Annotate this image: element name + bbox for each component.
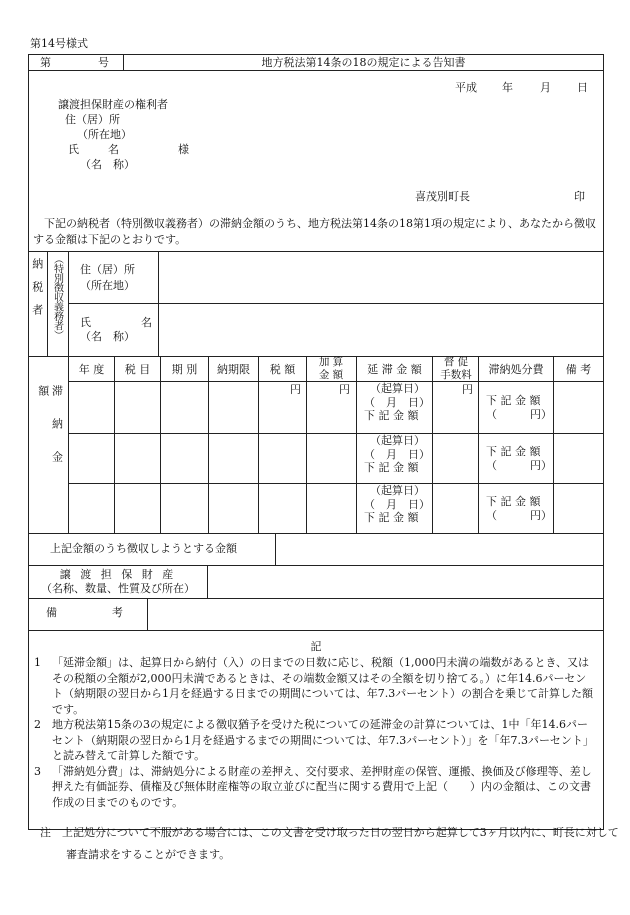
yen-fee: 円 xyxy=(462,383,473,396)
doc-number: 第 号 xyxy=(40,56,109,69)
notes-list xyxy=(34,655,596,810)
frame-left xyxy=(28,54,29,829)
taxpayer-address-label: 住（居）所 xyxy=(80,263,135,276)
footer-note: 注 上記処分について不服がある場合には、この文書を受け取った日の翌日から起算して3ヶ月以内に、町長に対して審査請求をすることができます。 xyxy=(40,826,619,861)
header-tax-item: 税 目 xyxy=(124,363,151,376)
addressee-title: 譲渡担保財産の権利者 xyxy=(58,98,168,111)
notes-heading: 記 xyxy=(310,640,322,653)
addressee-name-label: 氏 名 xyxy=(68,143,119,156)
header-tax-amount: 税 額 xyxy=(269,363,296,376)
taxpayer-name-label: 氏 名 xyxy=(80,316,152,329)
header-late-charge: 延 滞 金 額 xyxy=(367,363,422,376)
header-additional-tax: 加 算 金 額 xyxy=(318,356,344,382)
addressee-address-label: 住（居）所 xyxy=(65,113,120,126)
header-demand-fee: 督 促 手数料 xyxy=(440,356,472,382)
property-sublabel: （名称、数量、性質及び所在） xyxy=(41,582,195,595)
collect-amount-label: 上記金額のうち徴収しようとする金額 xyxy=(50,542,237,555)
yen-additional: 円 xyxy=(339,383,350,396)
frame-right xyxy=(603,54,604,829)
header-year: 年 度 xyxy=(78,363,105,376)
yen-tax: 円 xyxy=(290,383,301,396)
taxpayer-label: 納税者 xyxy=(30,258,44,327)
frame-top xyxy=(28,54,604,55)
taxpayer-name-sub: （名 称） xyxy=(80,330,135,343)
property-label: 譲 渡 担 保 財 産 xyxy=(59,568,177,581)
disposition-cost-cell-2: 下 記 金 額 （ 円） xyxy=(486,445,552,472)
note-1: 1 「延滞金額」は、起算日から納付（入）の日までの日数に応じ、税額（1,000円未満の端数があるとき、又はその税額の全額が2,000円未満であるときは、その端数金額又はその全額を切り捨てる。）に年14.6パーセント（納期限の翌日から1月を経過する日までの期間については、年7.3パーセント）の割合を乗じて計算した額です。 xyxy=(34,656,594,716)
late-charge-cell-3: （起算日） （ 月 日） 下 記 金 額 xyxy=(364,484,430,524)
note-3: 3 「滞納処分費」は、滞納処分による財産の差押え、交付要求、差押財産の保管、運搬、換価及び修理等、差し押えた有価証券、債権及び無体財産権等の取立並びに配当に関する費用で上記（ ）内の金額は、この文書作成の日までのものです。 xyxy=(34,764,592,809)
taxpayer-address-sub: （所在地） xyxy=(80,279,135,292)
issuer-seal: 印 xyxy=(574,190,585,203)
addressee-address-sub: （所在地） xyxy=(77,128,132,141)
addressee-name-sub: （名 称） xyxy=(80,158,135,171)
addressee-honorific: 様 xyxy=(178,143,189,156)
late-charge-cell-2: （起算日） （ 月 日） 下 記 金 額 xyxy=(364,434,430,474)
header-remarks: 備 考 xyxy=(565,363,592,376)
note-2: 2 地方税法第15条の3の規定による徴収猶予を受けた税についての延滞金の計算については、1中「年14.6パーセント（納期限の翌日から1月を経過するまでの期間については、年7.3パーセント）」を「年7.3パーセント」と読み替えて計算した額です。 xyxy=(34,718,594,762)
remarks-label: 備 考 xyxy=(46,606,145,619)
issue-date: 平成 年 月 日 xyxy=(455,81,588,94)
header-period: 期 別 xyxy=(171,363,198,376)
disposition-cost-cell-1: 下 記 金 額 （ 円） xyxy=(486,394,552,421)
arrears-side-label: 滞納金額 xyxy=(36,385,64,484)
form-label: 第14号様式 xyxy=(30,37,88,50)
header-due-date: 納期限 xyxy=(217,363,250,376)
header-disposition-cost: 滞納処分費 xyxy=(488,363,544,376)
disposition-cost-cell-3: 下 記 金 額 （ 円） xyxy=(486,495,552,522)
late-charge-cell-1: （起算日） （ 月 日） 下 記 金 額 xyxy=(364,382,430,422)
intro-text: 下記の納税者（特別徴収義務者）の滞納金額のうち、地方税法第14条の18第1項の規定により、あなたから徴収する金額は下記のとおりです。 xyxy=(33,217,596,246)
issuer-name: 喜茂別町長 xyxy=(415,190,470,203)
doc-title: 地方税法第14条の18の規定による告知書 xyxy=(261,56,466,69)
taxpayer-sublabel: （特別徴収義務者） xyxy=(51,254,63,340)
